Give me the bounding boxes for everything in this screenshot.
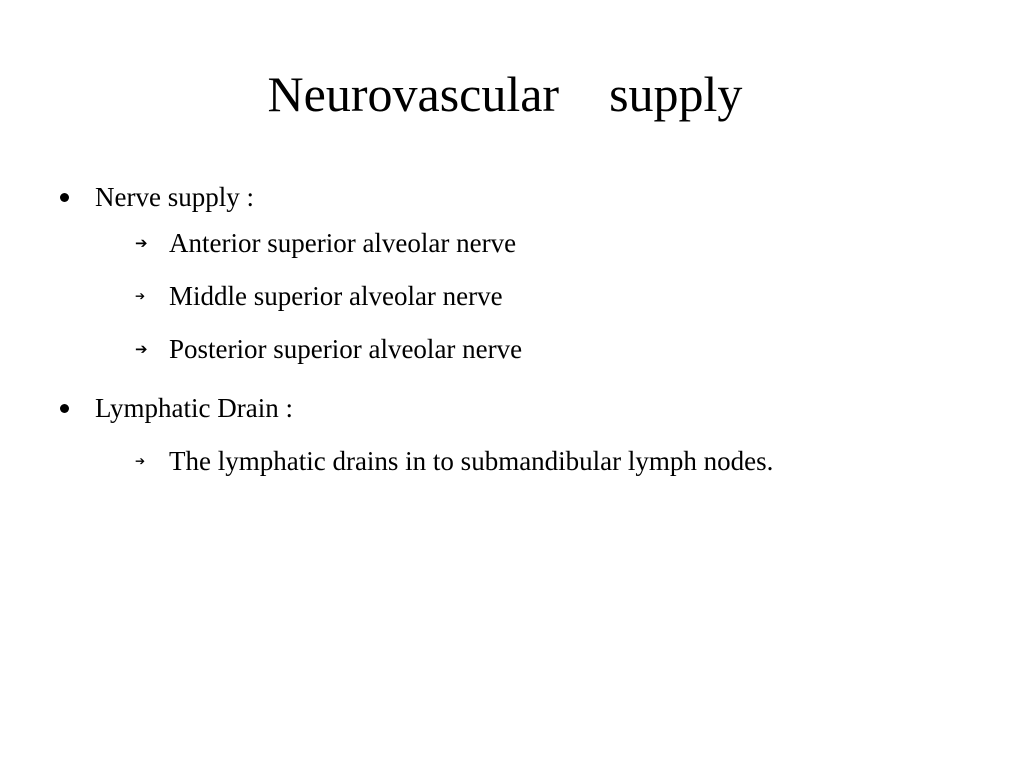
- sub-item-label: The lymphatic drains in to submandibular lymph nodes.: [169, 446, 774, 476]
- sub-item-middle: [135, 279, 735, 313]
- arrow-right-icon: ➔: [135, 454, 146, 468]
- bullet-item-nerve-supply: [60, 180, 460, 214]
- sub-item-posterior: [135, 332, 735, 366]
- sub-item-anterior: [135, 226, 735, 260]
- bullet-heading: Nerve supply :: [95, 182, 254, 212]
- bullet-item-lymphatic-drain: [60, 391, 460, 425]
- sub-item-label: Posterior superior alveolar nerve: [169, 334, 523, 364]
- sub-item-label: Middle superior alveolar nerve: [169, 281, 503, 311]
- arrow-right-icon: ➔: [135, 340, 148, 358]
- sub-item-lymphatic: [135, 444, 935, 478]
- arrow-right-icon: ➔: [135, 234, 148, 252]
- bullet-heading: Lymphatic Drain :: [95, 393, 293, 423]
- bullet-dot-icon: [60, 193, 69, 202]
- sub-item-label: Anterior superior alveolar nerve: [169, 228, 517, 258]
- slide-title: Neurovascular supply: [267, 66, 743, 122]
- arrow-right-icon: ➔: [135, 289, 146, 303]
- bullet-dot-icon: [60, 404, 69, 413]
